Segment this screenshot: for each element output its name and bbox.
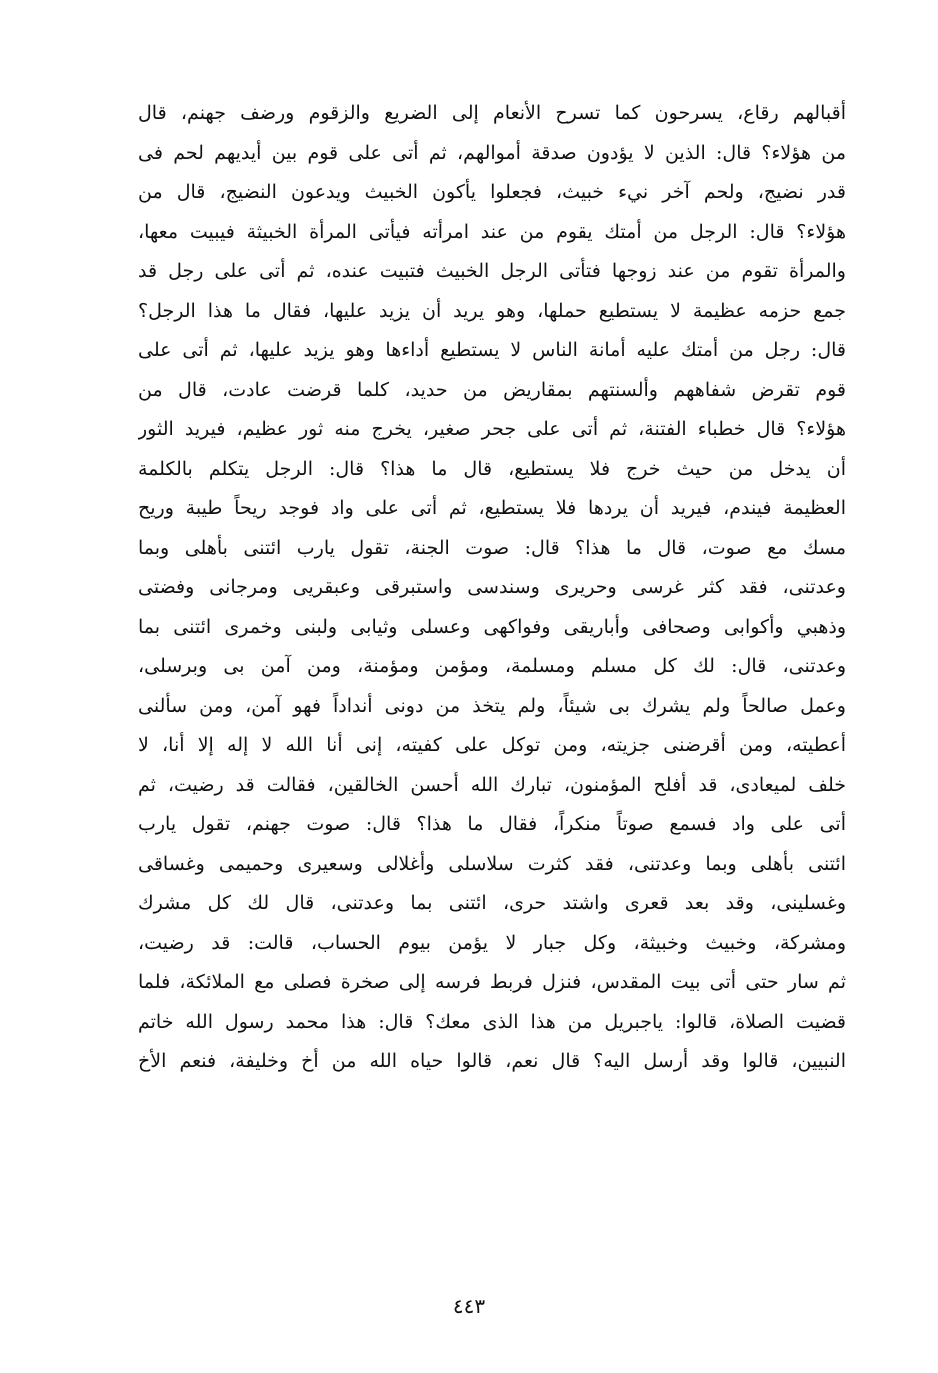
text-line: من هؤلاء؟ قال: الذين لا يؤدون صدقة أموالهم، ثم أتى على قوم بين أيديهم لحم فى: [138, 141, 846, 164]
text-line: وغسلينى، وقد بعد قعرى واشتد حرى، ائتنى بما وعدتنى، قال لك كل مشرك: [138, 892, 846, 914]
text-line: هؤلاء؟ قال خطباء الفتنة، ثم أتى على جحر صغير، يخرج منه ثور عظيم، فيريد الثور: [138, 418, 846, 440]
text-line: قال: رجل من أمتك عليه أمانة الناس لا يستطيع أداءها وهو يزيد عليها، ثم أتى على: [138, 339, 846, 361]
text-line: قدر نضيج، ولحم آخر نيء خبيث، فجعلوا يأكون الخبيث ويدعون النضيج، قال من: [138, 181, 846, 203]
text-line: أن يدخل من حيث خرج فلا يستطيع، قال ما هذا؟ قال: الرجل يتكلم بالكلمة: [138, 457, 846, 480]
body-text: [138, 94, 846, 1082]
page-number: ٤٤٣: [452, 1294, 486, 1318]
text-line: جمع حزمه عظيمة لا يستطيع حملها، وهو يريد أن يزيد عليها، فقال ما هذا الرجل؟: [138, 299, 846, 322]
text-line: وعدتنى، قال: لك كل مسلم ومسلمة، ومؤمن ومؤمنة، ومن آمن بى وبرسلى،: [138, 655, 846, 677]
text-line: والمرأة تقوم من عند زوجها فتأتى الرجل الخبيث فتبيت عنده، ثم أتى على رجل قد: [138, 260, 846, 282]
text-line: وذهبي وأكوابى وصحافى وأباريقى وفواكهى وعسلى وثيابى ولبنى وخمرى ائتنى بما: [138, 615, 846, 638]
text-line: أقبالهم رقاع، يسرحون كما تسرح الأنعام إلى الضريع والزقوم ورضف جهنم، قال: [138, 102, 846, 124]
text-line: أعطيته، ومن أقرضنى جزيته، ومن توكل على كفيته، إنى أنا الله لا إله إلا أنا، لا: [138, 734, 846, 756]
text-line: خلف لميعادى، قد أفلح المؤمنون، تبارك الله أحسن الخالقين، فقالت قد رضيت، ثم: [138, 773, 846, 796]
text-line: وعمل صالحاً ولم يشرك بى شيئاً، ولم يتخذ من دونى أنداداً فهو آمن، ومن سألنى: [138, 694, 846, 717]
text-line: أتى على واد فسمع صوتاً منكراً، فقال ما هذا؟ قال: صوت جهنم، تقول يارب: [138, 813, 846, 835]
text-line: قضيت الصلاة، قالوا: ياجبريل من هذا الذى معك؟ قال: هذا محمد رسول الله خاتم: [138, 1010, 846, 1033]
text-line: مسك مع صوت، قال ما هذا؟ قال: صوت الجنة، تقول يارب ائتنى بأهلى وبما: [138, 536, 846, 559]
text-line: ائتنى بأهلى وبما وعدتنى، فقد كثرت سلاسلى وأغلالى وسعيرى وحميمى وغساقى: [138, 852, 846, 875]
text-line: النبيين، قالوا وقد أرسل اليه؟ قال نعم، قالوا حياه الله من أخ وخليفة، فنعم الأخ: [138, 1050, 846, 1072]
text-line: ثم سار حتى أتى بيت المقدس، فنزل فربط فرسه إلى صخرة فصلى مع الملائكة، فلما: [138, 971, 846, 993]
text-line: هؤلاء؟ قال: الرجل من أمتك يقوم من عند امرأته فيأتى المرأة الخبيثة فيبيت معها،: [138, 220, 846, 243]
text-line: قوم تقرض شفاههم وألسنتهم بمقاريض من حديد، كلما قرضت عادت، قال من: [138, 378, 846, 401]
text-line: ومشركة، وخبيث وخبيثة، وكل جبار لا يؤمن بيوم الحساب، قالت: قد رضيت،: [138, 931, 846, 954]
text-line: العظيمة فيندم، فيريد أن يردها فلا يستطيع، ثم أتى على واد فوجد ريحاً طيبة وريح: [138, 497, 846, 519]
text-line: وعدتنى، فقد كثر غرسى وحريرى وسندسى واستبرقى وعبقريى ومرجانى وفضتى: [138, 576, 846, 598]
